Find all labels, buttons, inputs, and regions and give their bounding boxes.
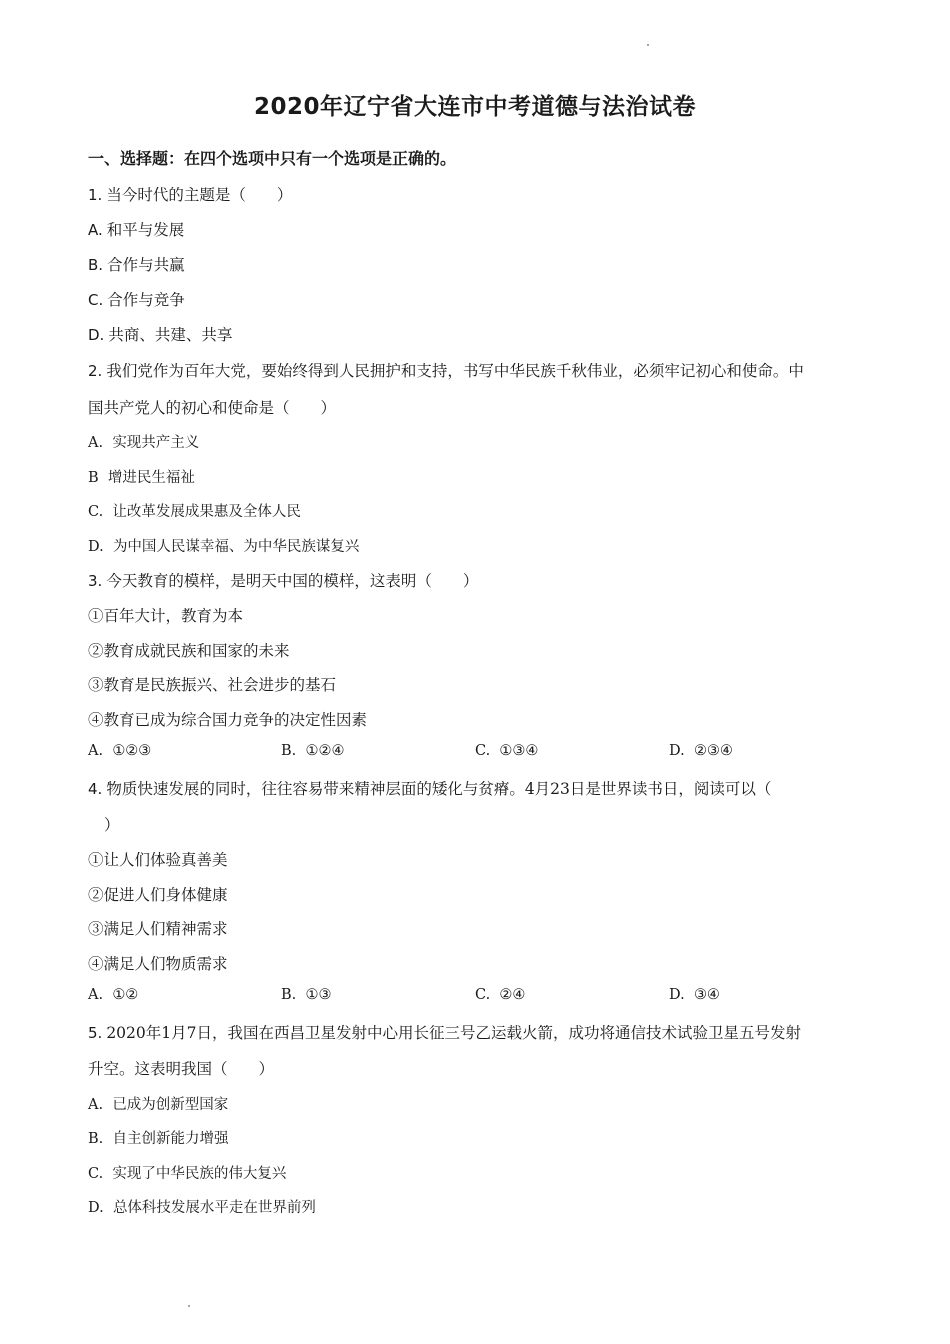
option-text: 实现共产主义 bbox=[112, 435, 200, 451]
q4-statement-4: ④满足人们物质需求 bbox=[88, 955, 228, 973]
q3-choice-c: C. ①③④ bbox=[475, 743, 539, 759]
option-letter: B. bbox=[88, 1131, 104, 1147]
option-letter: B. bbox=[88, 256, 104, 274]
q2-option-d bbox=[88, 535, 359, 556]
option-letter: A. bbox=[88, 221, 103, 239]
question-5-stem-line1 bbox=[88, 1021, 801, 1043]
question-text: 当今时代的主题是（ ） bbox=[106, 186, 293, 204]
option-letter: D. bbox=[88, 326, 105, 344]
q4-choice-b: B. ①③ bbox=[281, 987, 332, 1003]
q1-option-b bbox=[88, 253, 185, 275]
question-number: 2. bbox=[88, 362, 103, 380]
question-2-stem-line2: 国共产党人的初心和使命是（ ） bbox=[88, 399, 337, 417]
q5-option-a bbox=[88, 1093, 228, 1114]
option-letter: C. bbox=[88, 291, 104, 309]
speck-bottom bbox=[188, 1305, 190, 1307]
option-letter: C. bbox=[88, 1166, 104, 1182]
option-letter: A. bbox=[88, 1097, 104, 1113]
question-text: 今天教育的模样，是明天中国的模样，这表明（ ） bbox=[106, 572, 479, 590]
q5-option-c bbox=[88, 1162, 286, 1183]
option-text: 为中国人民谋幸福、为中华民族谋复兴 bbox=[112, 539, 360, 555]
q3-statement-3: ③教育是民族振兴、社会进步的基石 bbox=[88, 676, 337, 694]
question-5-stem-line2: 升空。这表明我国（ ） bbox=[88, 1060, 275, 1078]
question-text: 我们党作为百年大党，要始终得到人民拥护和支持，书写中华民族千秋伟业，必须牢记初心和使命。中 bbox=[106, 362, 804, 380]
option-letter: C. bbox=[88, 504, 104, 520]
option-text: 增进民生福祉 bbox=[107, 470, 195, 486]
option-text: 让改革发展成果惠及全体人民 bbox=[112, 504, 301, 520]
option-text: 已成为创新型国家 bbox=[112, 1097, 229, 1113]
q3-choice-b: B. ①②④ bbox=[281, 743, 345, 759]
q2-option-a bbox=[88, 431, 199, 452]
q3-statement-1: ①百年大计，教育为本 bbox=[88, 607, 244, 625]
q3-statement-2: ②教育成就民族和国家的未来 bbox=[88, 642, 290, 660]
q2-option-b bbox=[88, 466, 195, 487]
option-letter: B bbox=[88, 470, 99, 486]
question-number: 3. bbox=[88, 572, 103, 590]
question-number: 5. bbox=[88, 1024, 103, 1042]
option-letter: A. bbox=[88, 435, 104, 451]
q3-statement-4: ④教育已成为综合国力竞争的决定性因素 bbox=[88, 711, 368, 729]
q5-option-d bbox=[88, 1196, 316, 1217]
option-letter: D. bbox=[88, 1200, 104, 1216]
question-text: 物质快速发展的同时，往往容易带来精神层面的矮化与贫瘠。4月23日是世界读书日，阅读可以（ bbox=[106, 780, 772, 798]
q1-option-d bbox=[88, 323, 232, 345]
q3-choices bbox=[88, 743, 868, 765]
question-text: 2020年1月7日，我国在西昌卫星发射中心用长征三号乙运载火箭，成功将通信技术试验卫星五号发射 bbox=[106, 1024, 801, 1042]
option-letter: D. bbox=[88, 539, 104, 555]
question-number: 1. bbox=[88, 186, 103, 204]
q1-option-a bbox=[88, 218, 184, 240]
q2-option-c bbox=[88, 500, 301, 521]
q4-choice-c: C. ②④ bbox=[475, 987, 526, 1003]
q3-choice-d: D. ②③④ bbox=[669, 743, 733, 759]
section-heading: 一、选择题：在四个选项中只有一个选项是正确的。 bbox=[88, 149, 457, 168]
page-title: 2020年辽宁省大连市中考道德与法治试卷 bbox=[253, 94, 696, 120]
q4-choices bbox=[88, 987, 868, 1009]
speck-top bbox=[647, 44, 649, 46]
option-text: 合作与竞争 bbox=[107, 291, 185, 309]
q4-choice-a: A. ①② bbox=[88, 987, 139, 1003]
option-text: 实现了中华民族的伟大复兴 bbox=[112, 1166, 287, 1182]
question-3-stem bbox=[88, 569, 478, 591]
option-text: 总体科技发展水平走在世界前列 bbox=[112, 1200, 316, 1216]
option-text: 共商、共建、共享 bbox=[108, 326, 233, 344]
option-text: 和平与发展 bbox=[106, 221, 185, 239]
question-1-stem bbox=[88, 183, 292, 205]
q4-statement-3: ③满足人们精神需求 bbox=[88, 920, 228, 938]
q4-statement-2: ②促进人们身体健康 bbox=[88, 886, 228, 904]
q5-option-b bbox=[88, 1127, 228, 1148]
question-4-stem-line2: ） bbox=[104, 816, 120, 834]
question-4-stem-line1 bbox=[88, 777, 771, 799]
q1-option-c bbox=[88, 288, 185, 310]
option-text: 自主创新能力增强 bbox=[112, 1131, 229, 1147]
question-number: 4. bbox=[88, 780, 103, 798]
option-text: 合作与共赢 bbox=[107, 256, 185, 274]
question-2-stem-line1 bbox=[88, 359, 804, 381]
q4-choice-d: D. ③④ bbox=[669, 987, 720, 1003]
q4-statement-1: ①让人们体验真善美 bbox=[88, 851, 228, 869]
q3-choice-a: A. ①②③ bbox=[88, 743, 152, 759]
